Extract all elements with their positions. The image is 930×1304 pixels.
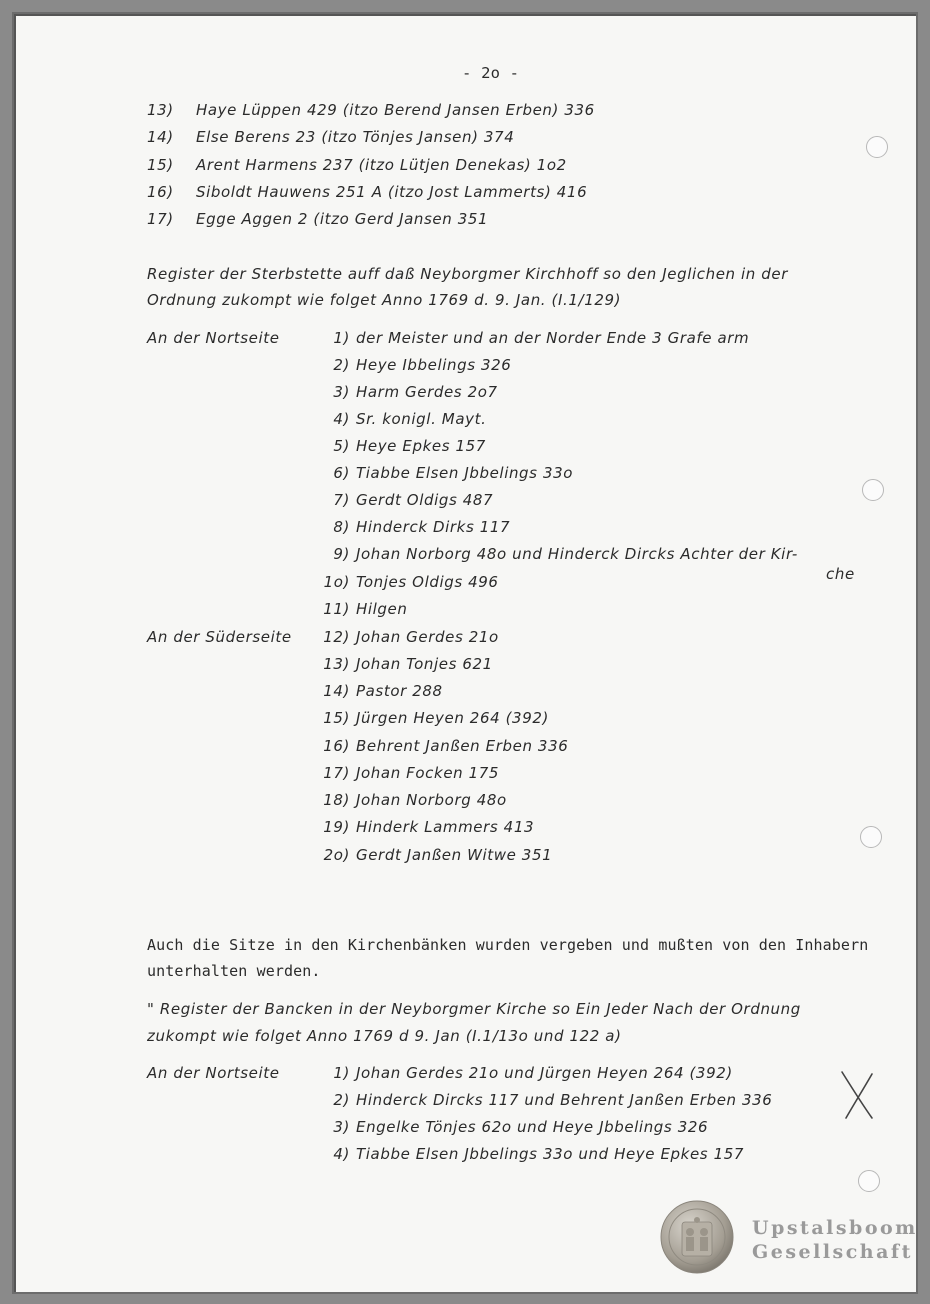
entry-text: Heye Ibbelings 326: [356, 356, 512, 374]
list-item-text: Siboldt Hauwens 251 A (itzo Jost Lammerts) 416: [196, 183, 588, 201]
entry-number: 4): [333, 410, 350, 428]
page-number: - 2o -: [462, 64, 520, 82]
entry-text: Engelke Tönjes 62o und Heye Jbbelings 326: [356, 1118, 709, 1136]
body-paragraph: Auch die Sitze in den Kirchenbänken wurden vergeben und mußten von den Inhabern: [147, 936, 869, 954]
entry-number: 1): [333, 329, 350, 347]
list-item-text: Arent Harmens 237 (itzo Lütjen Denekas) 1o2: [196, 156, 567, 174]
section-label-north: An der Nortseite: [147, 1064, 280, 1082]
entry-number: 9): [333, 545, 350, 563]
handwritten-x-mark: [838, 1068, 878, 1124]
entry-number: 18): [323, 791, 350, 809]
entry-text: Hinderk Lammers 413: [356, 818, 535, 836]
entry-text: Johan Norborg 48o und Hinderck Dircks Achter der Kir-: [356, 545, 798, 563]
entry-text: Heye Epkes 157: [356, 437, 486, 455]
entry-number: 8): [333, 518, 350, 536]
section-label-north: An der Nortseite: [147, 329, 280, 347]
entry-text: Hinderck Dirks 117: [356, 518, 511, 536]
punch-hole: [860, 826, 882, 848]
entry-number: 16): [323, 737, 350, 755]
entry-number: 13): [323, 655, 350, 673]
entry-text: Gerdt Oldigs 487: [356, 491, 494, 509]
register-heading: Register der Sterbstette auff daß Neyborgmer Kirchhoff so den Jeglichen in der: [147, 265, 788, 283]
seal-logo-icon: [660, 1200, 734, 1274]
brand-name-line1: Upstalsboom: [752, 1217, 918, 1239]
entry-continuation: che: [826, 565, 855, 583]
entry-number: 17): [323, 764, 350, 782]
entry-number: 2): [333, 1091, 350, 1109]
entry-number: 2o): [323, 846, 350, 864]
entry-number: 1o): [323, 573, 350, 591]
entry-text: Hinderck Dircks 117 und Behrent Janßen Erben 336: [356, 1091, 773, 1109]
entry-text: Tiabbe Elsen Jbbelings 33o und Heye Epkes 157: [356, 1145, 745, 1163]
entry-number: 11): [323, 600, 350, 618]
entry-number: 3): [333, 383, 350, 401]
list-item-text: Else Berens 23 (itzo Tönjes Jansen) 374: [196, 128, 515, 146]
register-heading: Ordnung zukompt wie folget Anno 1769 d. 9. Jan. (I.1/129): [147, 291, 622, 309]
brand-name-line2: Gesellschaft: [752, 1241, 913, 1263]
section-label-south: An der Süderseite: [147, 628, 292, 646]
entry-text: Hilgen: [356, 600, 408, 618]
entry-text: Johan Gerdes 21o und Jürgen Heyen 264 (392): [356, 1064, 733, 1082]
entry-number: 14): [323, 682, 350, 700]
register-heading: zukompt wie folget Anno 1769 d 9. Jan (I.1/13o und 122 a): [147, 1027, 622, 1045]
entry-number: 6): [333, 464, 350, 482]
entry-text: Sr. konigl. Mayt.: [356, 410, 487, 428]
entry-text: Behrent Janßen Erben 336: [356, 737, 569, 755]
punch-hole: [862, 479, 884, 501]
entry-text: Johan Norborg 48o: [356, 791, 507, 809]
entry-number: 4): [333, 1145, 350, 1163]
entry-number: 2): [333, 356, 350, 374]
entry-text: Harm Gerdes 2o7: [356, 383, 498, 401]
list-item-number: 16): [147, 183, 174, 201]
entry-number: 5): [333, 437, 350, 455]
entry-text: Pastor 288: [356, 682, 443, 700]
body-paragraph: unterhalten werden.: [147, 962, 321, 980]
entry-number: 7): [333, 491, 350, 509]
entry-number: 12): [323, 628, 350, 646]
list-item-text: Egge Aggen 2 (itzo Gerd Jansen 351: [196, 210, 489, 228]
list-item-text: Haye Lüppen 429 (itzo Berend Jansen Erben) 336: [196, 101, 595, 119]
entry-number: 15): [323, 709, 350, 727]
entry-number: 19): [323, 818, 350, 836]
entry-text: Jürgen Heyen 264 (392): [356, 709, 549, 727]
list-item-number: 15): [147, 156, 174, 174]
list-item-number: 13): [147, 101, 174, 119]
entry-text: Johan Focken 175: [356, 764, 500, 782]
entry-number: 1): [333, 1064, 350, 1082]
list-item-number: 14): [147, 128, 174, 146]
entry-text: Gerdt Janßen Witwe 351: [356, 846, 553, 864]
register-heading: " Register der Bancken in der Neyborgmer Kirche so Ein Jeder Nach der Ordnung: [147, 1000, 801, 1018]
entry-text: Tiabbe Elsen Jbbelings 33o: [356, 464, 574, 482]
entry-text: Johan Gerdes 21o: [356, 628, 499, 646]
punch-hole: [866, 136, 888, 158]
entry-text: Johan Tonjes 621: [356, 655, 493, 673]
entry-text: der Meister und an der Norder Ende 3 Grafe arm: [356, 329, 750, 347]
list-item-number: 17): [147, 210, 174, 228]
punch-hole: [858, 1170, 880, 1192]
entry-text: Tonjes Oldigs 496: [356, 573, 499, 591]
entry-number: 3): [333, 1118, 350, 1136]
